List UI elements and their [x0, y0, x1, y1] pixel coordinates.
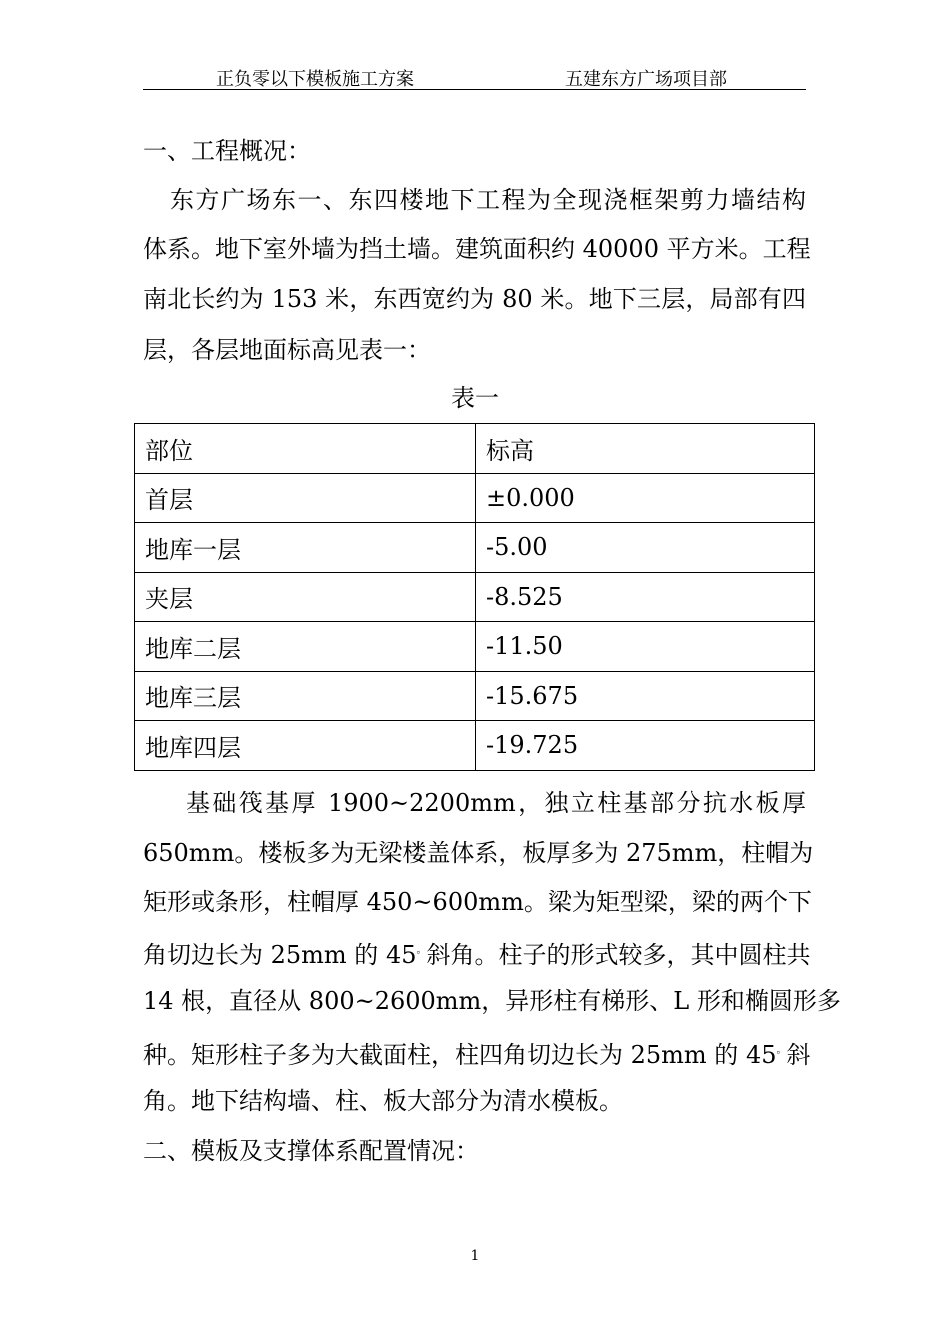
- page-number: 1: [470, 1248, 480, 1264]
- header-dept: 五建东方广场项目部: [565, 69, 727, 90]
- cell-location: 地库一层: [135, 523, 476, 573]
- para2-line-4: [143, 936, 811, 970]
- cell-elevation: -19.725: [476, 721, 815, 771]
- para1-line-3: 南北长约为 153 米，东西宽约为 80 米。地下三层，局部有四: [143, 285, 806, 313]
- cell-elevation: -8.525: [476, 572, 815, 622]
- para1-line-2: 体系。地下室外墙为挡土墙。建筑面积约 40000 平方米。工程: [143, 235, 811, 263]
- cell-elevation: -5.00: [476, 523, 815, 573]
- degree-mark: 。: [776, 1045, 787, 1056]
- header-doc-title: 正负零以下模板施工方案: [216, 69, 414, 90]
- table-header-row: [135, 424, 815, 474]
- table-caption: 表一: [451, 384, 499, 412]
- header-cell-location: 部位: [135, 424, 476, 474]
- cell-location: 地库三层: [135, 671, 476, 721]
- para1-line-4: 层，各层地面标高见表一：: [143, 336, 431, 364]
- table-row: [135, 572, 815, 622]
- elevation-table: [134, 423, 815, 771]
- section-1-title: 一、工程概况：: [143, 137, 311, 165]
- para2-line-2: 650mm。楼板多为无梁楼盖体系，板厚多为 275mm，柱帽为: [143, 839, 814, 867]
- page-header: [143, 63, 806, 90]
- para2-line-6: [143, 1036, 811, 1070]
- cell-location: 首层: [135, 473, 476, 523]
- degree-mark: 。: [416, 945, 427, 956]
- para1-line-1: 东方广场东一、东四楼地下工程为全现浇框架剪力墙结构: [170, 186, 806, 214]
- table-row: [135, 721, 815, 771]
- cell-elevation: -11.50: [476, 622, 815, 672]
- para2-line-4-text-a: 角切边长为 25mm 的 45: [143, 941, 417, 969]
- section-2-title: 二、模板及支撑体系配置情况：: [143, 1137, 479, 1165]
- para2-line-7: 角。地下结构墙、柱、板大部分为清水模板。: [143, 1087, 623, 1115]
- para2-line-6-text-a: 种。矩形柱子多为大截面柱，柱四角切边长为 25mm 的 45: [143, 1041, 777, 1069]
- para2-line-6-text-b: 斜: [786, 1041, 811, 1069]
- para2-line-3: 矩形或条形，柱帽厚 450~600mm。梁为矩型梁，梁的两个下: [143, 888, 812, 916]
- table-row: [135, 523, 815, 573]
- cell-location: 地库二层: [135, 622, 476, 672]
- cell-elevation: ±0.000: [476, 473, 815, 523]
- table-row: [135, 671, 815, 721]
- para2-line-4-text-b: 斜角。柱子的形式较多，其中圆柱共: [426, 941, 811, 969]
- header-cell-elevation: 标高: [476, 424, 815, 474]
- table-row: [135, 473, 815, 523]
- cell-location: 夹层: [135, 572, 476, 622]
- cell-location: 地库四层: [135, 721, 476, 771]
- table-row: [135, 622, 815, 672]
- para2-line-1: 基础筏基厚 1900~2200mm，独立柱基部分抗水板厚: [186, 789, 806, 817]
- cell-elevation: -15.675: [476, 671, 815, 721]
- para2-line-5: 14 根，直径从 800~2600mm，异形柱有梯形、L 形和椭圆形多: [143, 987, 841, 1015]
